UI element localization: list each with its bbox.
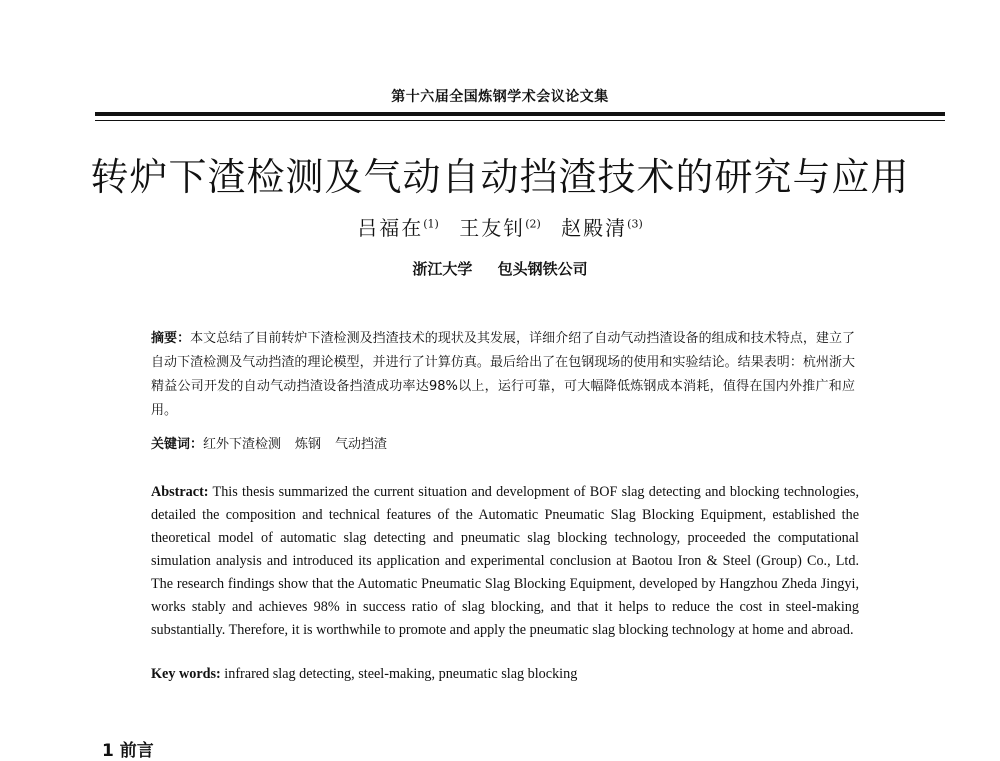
keyword: 红外下渣检测 [203,437,282,452]
chinese-abstract-label: 摘要： [151,331,191,346]
author-name: 吕福在 [357,216,424,240]
english-abstract [151,481,859,642]
affiliation-mark: (3) [627,217,643,231]
affiliation-1: 浙江大学 [412,260,473,278]
affiliations [0,258,1000,279]
chinese-abstract [151,327,855,423]
chinese-keywords-label: 关键词： [151,437,204,452]
running-header: 第十六届全国炼钢学术会议论文集 [391,89,609,105]
author-1 [357,216,439,240]
header-rule-thick [95,112,945,116]
section-heading [102,736,154,761]
keyword: 炼钢 [295,437,322,452]
english-keywords-label: Key words: [151,666,221,682]
keyword: 气动挡渣 [335,437,388,452]
author-list [0,212,1000,241]
header-rule-thin [95,120,945,121]
affiliation-mark: (1) [423,217,439,231]
affiliation-mark: (2) [525,217,541,231]
english-abstract-label: Abstract: [151,484,209,500]
author-2 [459,216,541,240]
paper-title: 转炉下渣检测及气动自动挡渣技术的研究与应用 [90,155,910,199]
english-abstract-text: This thesis summarized the current situation and development of BOF slag detecting and blocking technologies, detailed the composition and technical features of the Automatic Pneumatic Slag Blocking Equipment, established the theoretical model of automatic slag detecting and pneumatic slag blocking technology, proceeded the computational simulation analysis and introduced its application and experimental conclusion at Baotou Iron & Steel (Group) Co., Ltd. The research findings show that the Automatic Pneumatic Slag Blocking Equipment, developed by Hangzhou Zheda Jingyi, works stably and achieves 98% in success ratio of slag blocking, and that it helps to reduce the cost in steel-making substantially. Therefore, it is worthwhile to promote and apply the pneumatic slag blocking technology at home and abroad. [151,484,859,638]
english-keywords-text: infrared slag detecting, steel-making, pneumatic slag blocking [224,666,578,682]
chinese-abstract-text: 本文总结了目前转炉下渣检测及挡渣技术的现状及其发展，详细介绍了自动气动挡渣设备的组成和技术特点，建立了自动下渣检测及气动挡渣的理论模型，并进行了计算仿真。最后给出了在包钢现场的使用和实验结论。结果表明：杭州浙大精益公司开发的自动气动挡渣设备挡渣成功率达98%以上，运行可靠，可大幅降低炼钢成本消耗，值得在国内外推广和应用。 [151,331,855,418]
section-title: 前言 [119,741,154,761]
author-3 [561,216,643,240]
author-name: 王友钊 [459,216,526,240]
affiliation-2: 包头钢铁公司 [497,260,588,278]
section-number: 1 [102,741,114,761]
english-keywords [151,664,859,684]
chinese-keywords [151,435,855,455]
author-name: 赵殿清 [561,216,628,240]
